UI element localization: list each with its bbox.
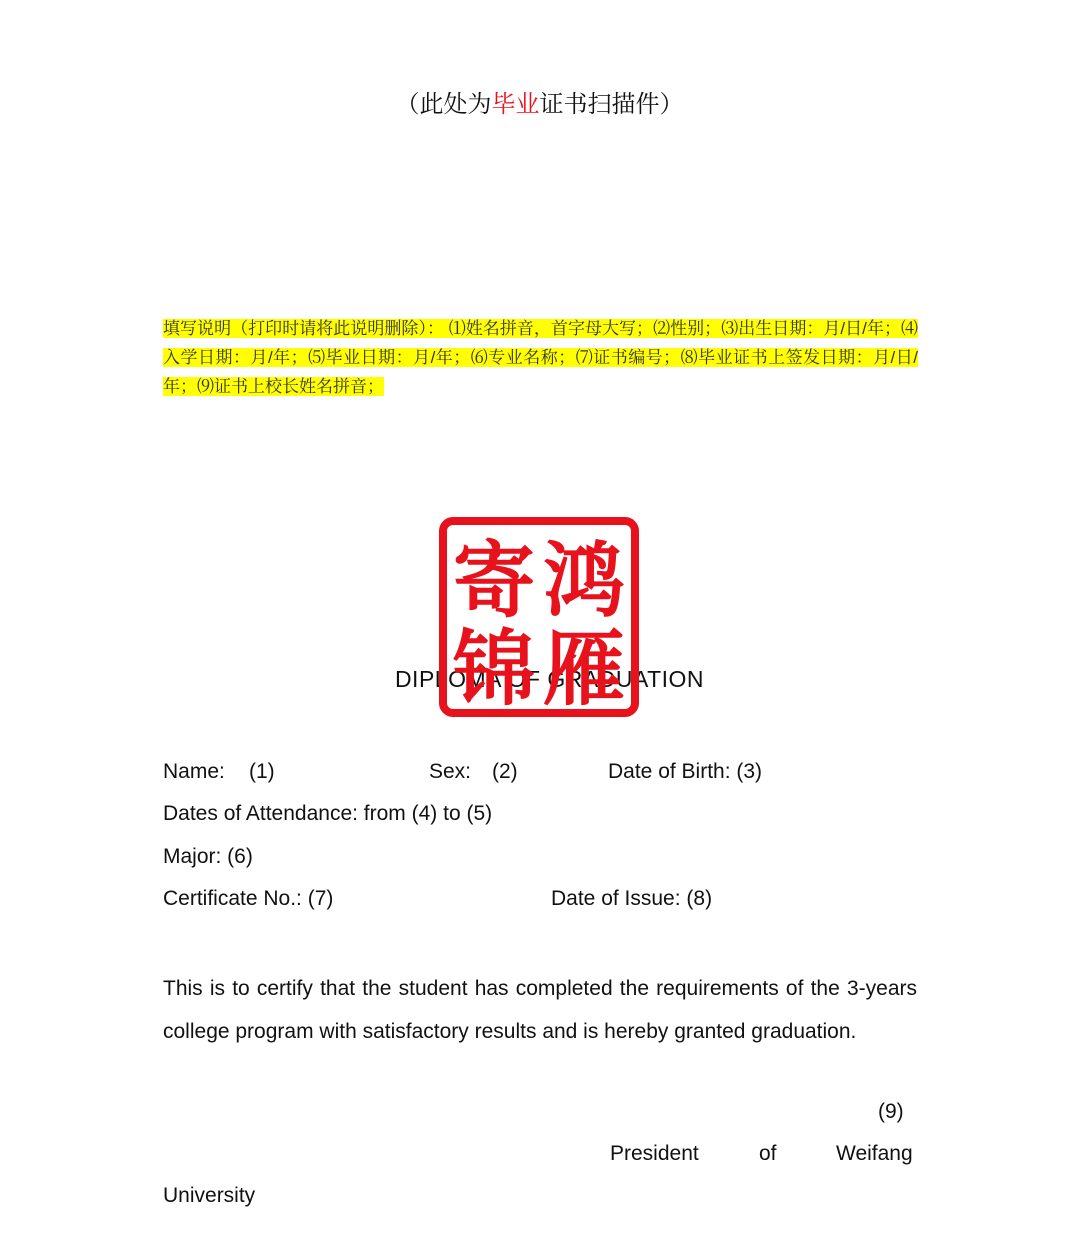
signature-word-school: Weifang [836, 1142, 913, 1165]
name-label: Name: [163, 760, 225, 783]
fill-instructions [163, 314, 918, 401]
president-name-marker: (9) [878, 1100, 904, 1123]
major: Major: (6) [163, 845, 253, 868]
date-of-birth: Date of Birth: (3) [608, 760, 763, 783]
page-header [0, 84, 1079, 119]
seal-char-1: 鸿 [542, 533, 626, 629]
date-of-issue: Date of Issue: (8) [551, 887, 713, 910]
signature-word-of: of [759, 1142, 777, 1165]
certification-statement: This is to certify that the student has completed the requirements of the 3-years college program with satisfactory results and is hereby granted graduation. [163, 977, 917, 1043]
sex-label: Sex: [429, 760, 472, 783]
signature-school-tail: University [163, 1184, 256, 1207]
header-suffix: 证书扫描件） [539, 91, 684, 118]
seal-stamp [439, 517, 639, 717]
sex-value: (2) [492, 760, 518, 783]
header-highlight: 毕业 [491, 91, 540, 118]
seal-char-2: 雁 [542, 621, 626, 717]
certificate-number: Certificate No.: (7) [163, 887, 334, 910]
seal-char-3: 寄 [452, 533, 536, 629]
signature-word-president: President [610, 1142, 699, 1165]
name-value: (1) [249, 760, 275, 783]
seal-char-4: 锦 [452, 621, 536, 717]
dates-of-attendance: Dates of Attendance: from (4) to (5) [163, 802, 493, 825]
header-prefix: （此处为 [395, 91, 492, 118]
diploma-title: DIPLOMA OF GRADUATION [394, 666, 705, 692]
instructions-text: 填写说明（打印时请将此说明删除）： ⑴姓名拼音，首字母大写；⑵性别；⑶出生日期：月/日/年；⑷入学日期：月/年；⑸毕业日期：月/年；⑹专业名称；⑺证书编号；⑻毕业证书上签发日期：月/日/年；⑼证书上校长姓名拼音； [163, 319, 918, 396]
